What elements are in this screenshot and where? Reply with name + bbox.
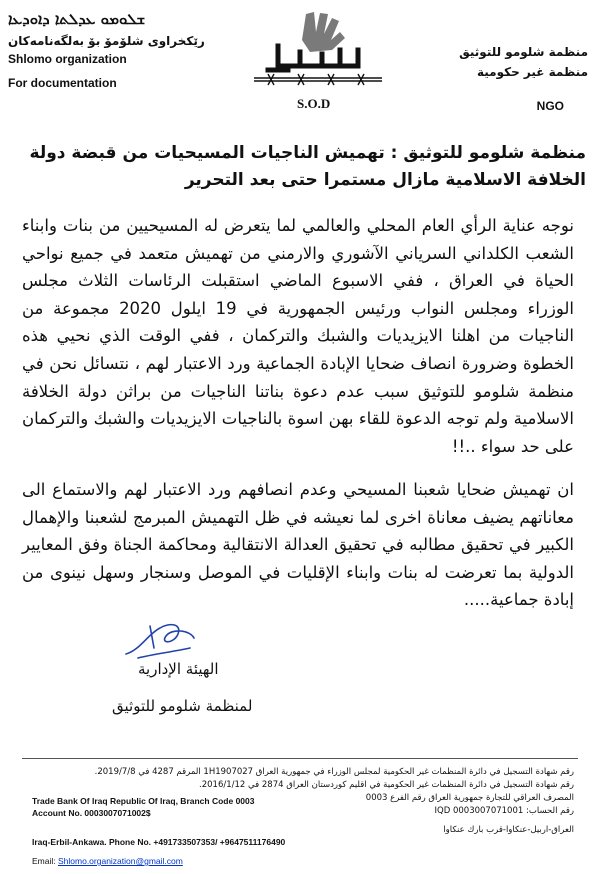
registration-line-2: رقم شهادة التسجيل في دائرة المنظمات غير الحكومية في اقليم كوردستان العراق 2874 في 2016/1/12. <box>199 780 574 790</box>
header-left <box>8 10 208 90</box>
ngo-label: NGO <box>536 99 564 113</box>
email-link[interactable]: Shlomo.organization@gmail.com <box>58 856 183 866</box>
signature-department: الهيئة الإدارية <box>138 660 219 678</box>
syriac-org-name: ܫܠܘܡܘ ܥܕܠܬܐ ܕܐܘܕܥܐ <box>8 10 146 28</box>
english-org-name: Shlomo organization <box>8 52 127 66</box>
email-label: Email: <box>32 856 56 866</box>
arabic-org-type: منظمة غير حكومية <box>476 65 588 79</box>
english-org-purpose: For documentation <box>8 76 117 90</box>
article-title: منظمة شلومو للتوثيق : تهميش الناجيات المسيحيات من قبضة دولة الخلافة الاسلامية مازال مستمرا حتى بعد التحرير <box>29 143 586 190</box>
organization-logo <box>248 10 388 90</box>
signature-organization: لمنظمة شلومو للتوثيق <box>112 697 253 715</box>
email-row <box>32 856 183 866</box>
location-arabic: العراق-اربيل-عنكاوا-قرب بارك عنكاوا <box>443 825 574 835</box>
arabic-org-name: منظمة شلومو للتوثيق <box>459 45 588 59</box>
registration-line-1: رقم شهادة التسجيل في دائرة المنظمات غير الحكومية لمجلس الوزراء في جمهورية العراق 1H1907027 المرقم 4287 في 2019/7/8. <box>94 767 574 777</box>
account-arabic: رقم الحساب: 0003007071001 IQD <box>434 806 574 816</box>
bank-english: Trade Bank Of Iraq Republic Of Iraq, Branch Code 0003 <box>32 796 255 806</box>
handwritten-signature <box>120 614 200 660</box>
logo-caption: S.O.D <box>297 96 331 111</box>
contact-info: Iraq-Erbil-Ankawa. Phone No. +491733507353/ +9647511176490 <box>32 837 286 847</box>
header-right <box>459 42 588 82</box>
footer-divider <box>22 758 578 759</box>
bank-arabic: المصرف العراقي للتجارة جمهورية العراق رقم الفرع 0003 <box>365 793 574 803</box>
body-paragraph-2: ان تهميش ضحايا شعبنا المسيحي وعدم انصافهم ورد الاعتبار لهم والاستماع الى معاناتهم يضيف معاناة اخرى لما نعيشه في ظل التهميش المبرمج لشعبنا والإهمال الكبير في تحقيق مطالبه في تحقيق العدالة الانتقالية ومحاكمة الجناة وفق المعايير الدولية بما تعرضت له بنات وابناء الإقليات في الموصل وسنجار وسهل نينوى من إبادة جماعية..... <box>22 480 574 610</box>
body-paragraph-1: نوجه عناية الرأي العام المحلي والعالمي لما يتعرض له المسيحيين من بنات وابناء الشعب الكلداني السرياني الآشوري والارمني من تهميش متعمد في جميع نواحي الحياة في العراق ، ففي الاسبوع الماضي استقبلت الرئاسات الثلاث مجلس الوزراء ومجلس النواب ورئيس الجمهورية في 19 ايلول 2020 مجموعة من الناجيات من اهلنا الايزيديات والشبك والتركمان ، ففي الوقت الذي نحيي هذه الخطوة وضرورة انصاف ضحايا الإبادة الجماعية ورد الاعتبار لهم ، نتسائل نحن في منظمة شلومو للتوثيق سبب عدم دعوة بناتنا الناجيات من براثن دولة الخلافة الاسلامية ولم توجه الدعوة للقاء بهن اسوة بالناجيات الايزيديات والشبك والتركمان على حد سواء ..!! <box>22 216 574 456</box>
kurdish-org-name: رێکخراوی شلۆمۆ بۆ بەلگەنامەکان <box>8 34 205 48</box>
account-english: Account No. 0003007071002$ <box>32 808 151 818</box>
